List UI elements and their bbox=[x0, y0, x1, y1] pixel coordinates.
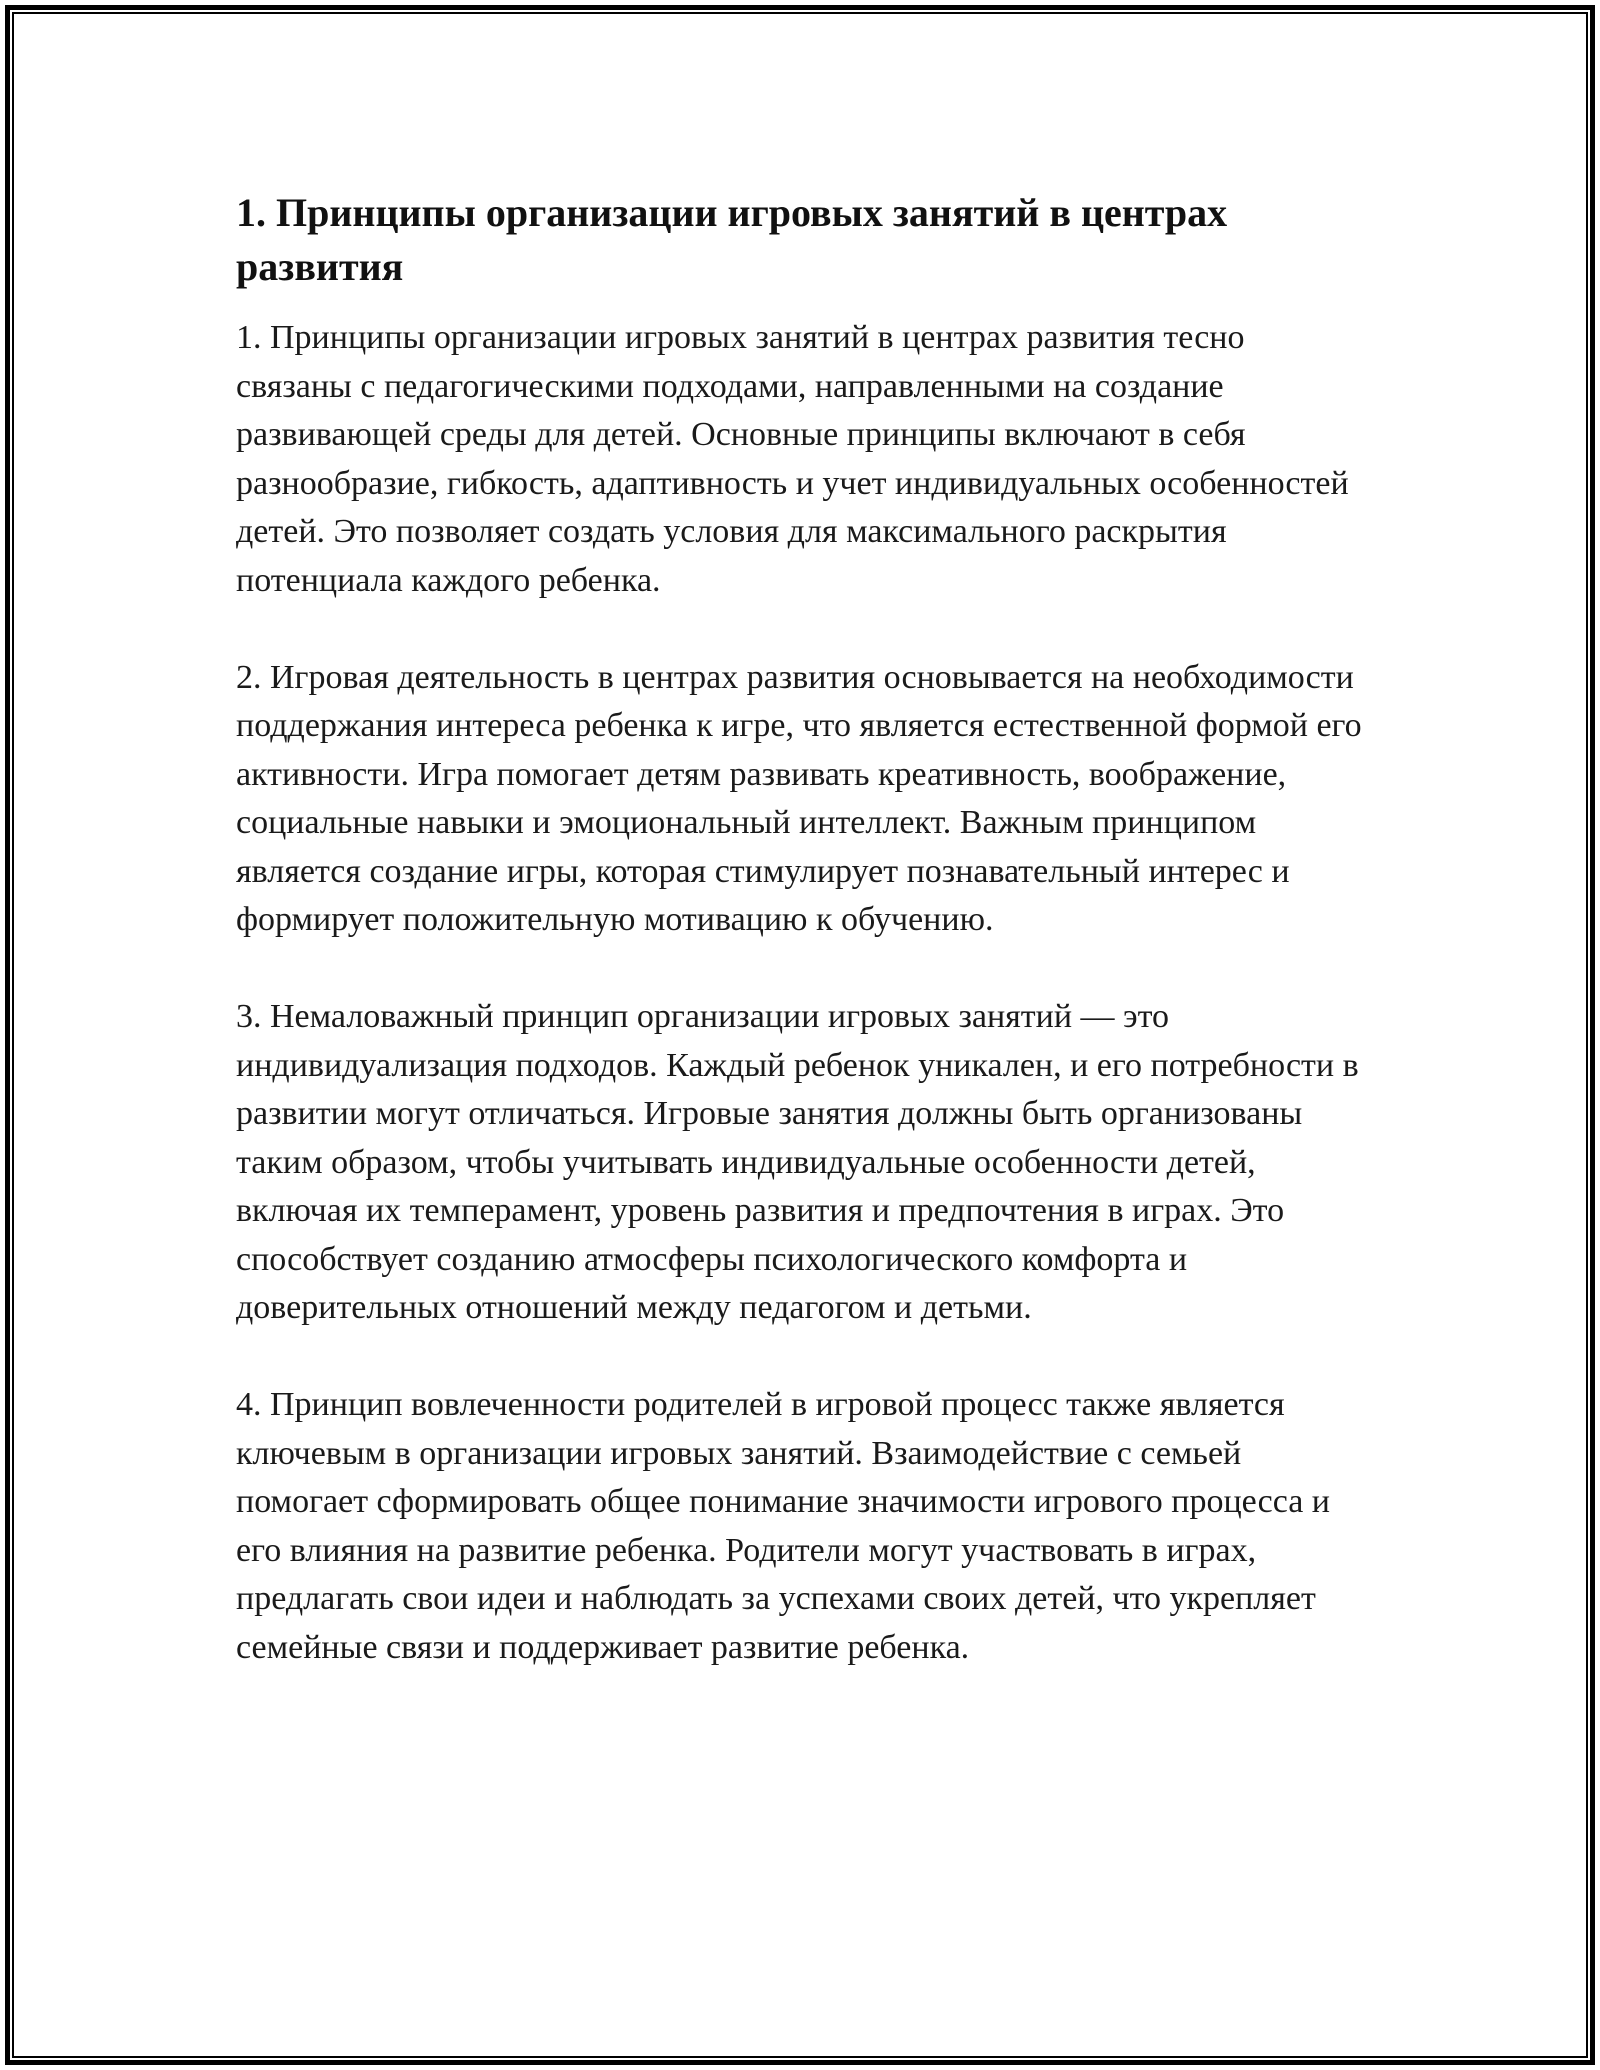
section-heading: 1. Принципы организации игровых занятий в центрах развития bbox=[236, 190, 1228, 289]
paragraph-4: 4. Принцип вовлеченности родителей в игровой процесс также является ключевым в организации игровых занятий. Взаимодействие с семьей помогает сформировать общее понимание значимости игрового процесса и его влияния на развитие ребенка. Родители могут участвовать в играх, предлагать свои идеи и наблюдать за успехами своих детей, что укрепляет семейные связи и поддерживает развитие ребенка. bbox=[236, 1386, 1330, 1666]
paragraph-2: 2. Игровая деятельность в центрах развития основывается на необходимости поддержания интереса ребенка к игре, что является естественной формой его активности. Игра помогает детям развивать креативность, воображение, социальные навыки и эмоциональный интеллект. Важным принципом является создание игры, которая стимулирует познавательный интерес и формирует положительную мотивацию к обучению. bbox=[236, 658, 1362, 938]
document-body bbox=[236, 186, 1366, 1672]
paragraph-3: 3. Немаловажный принцип организации игровых занятий — это индивидуализация подходов. Каждый ребенок уникален, и его потребности в развитии могут отличаться. Игровые занятия должны быть организованы таким образом, чтобы учитывать индивидуальные особенности детей, включая их темперамент, уровень развития и предпочтения в играх. Это способствует созданию атмосферы психологического комфорта и доверительных отношений между педагогом и детьми. bbox=[236, 998, 1359, 1326]
paragraph-1: 1. Принципы организации игровых занятий в центрах развития тесно связаны с педагогическими подходами, направленными на создание развивающей среды для детей. Основные принципы включают в себя разнообразие, гибкость, адаптивность и учет индивидуальных особенностей детей. Это позволяет создать условия для максимального раскрытия потенциала каждого ребенка. bbox=[236, 319, 1349, 599]
